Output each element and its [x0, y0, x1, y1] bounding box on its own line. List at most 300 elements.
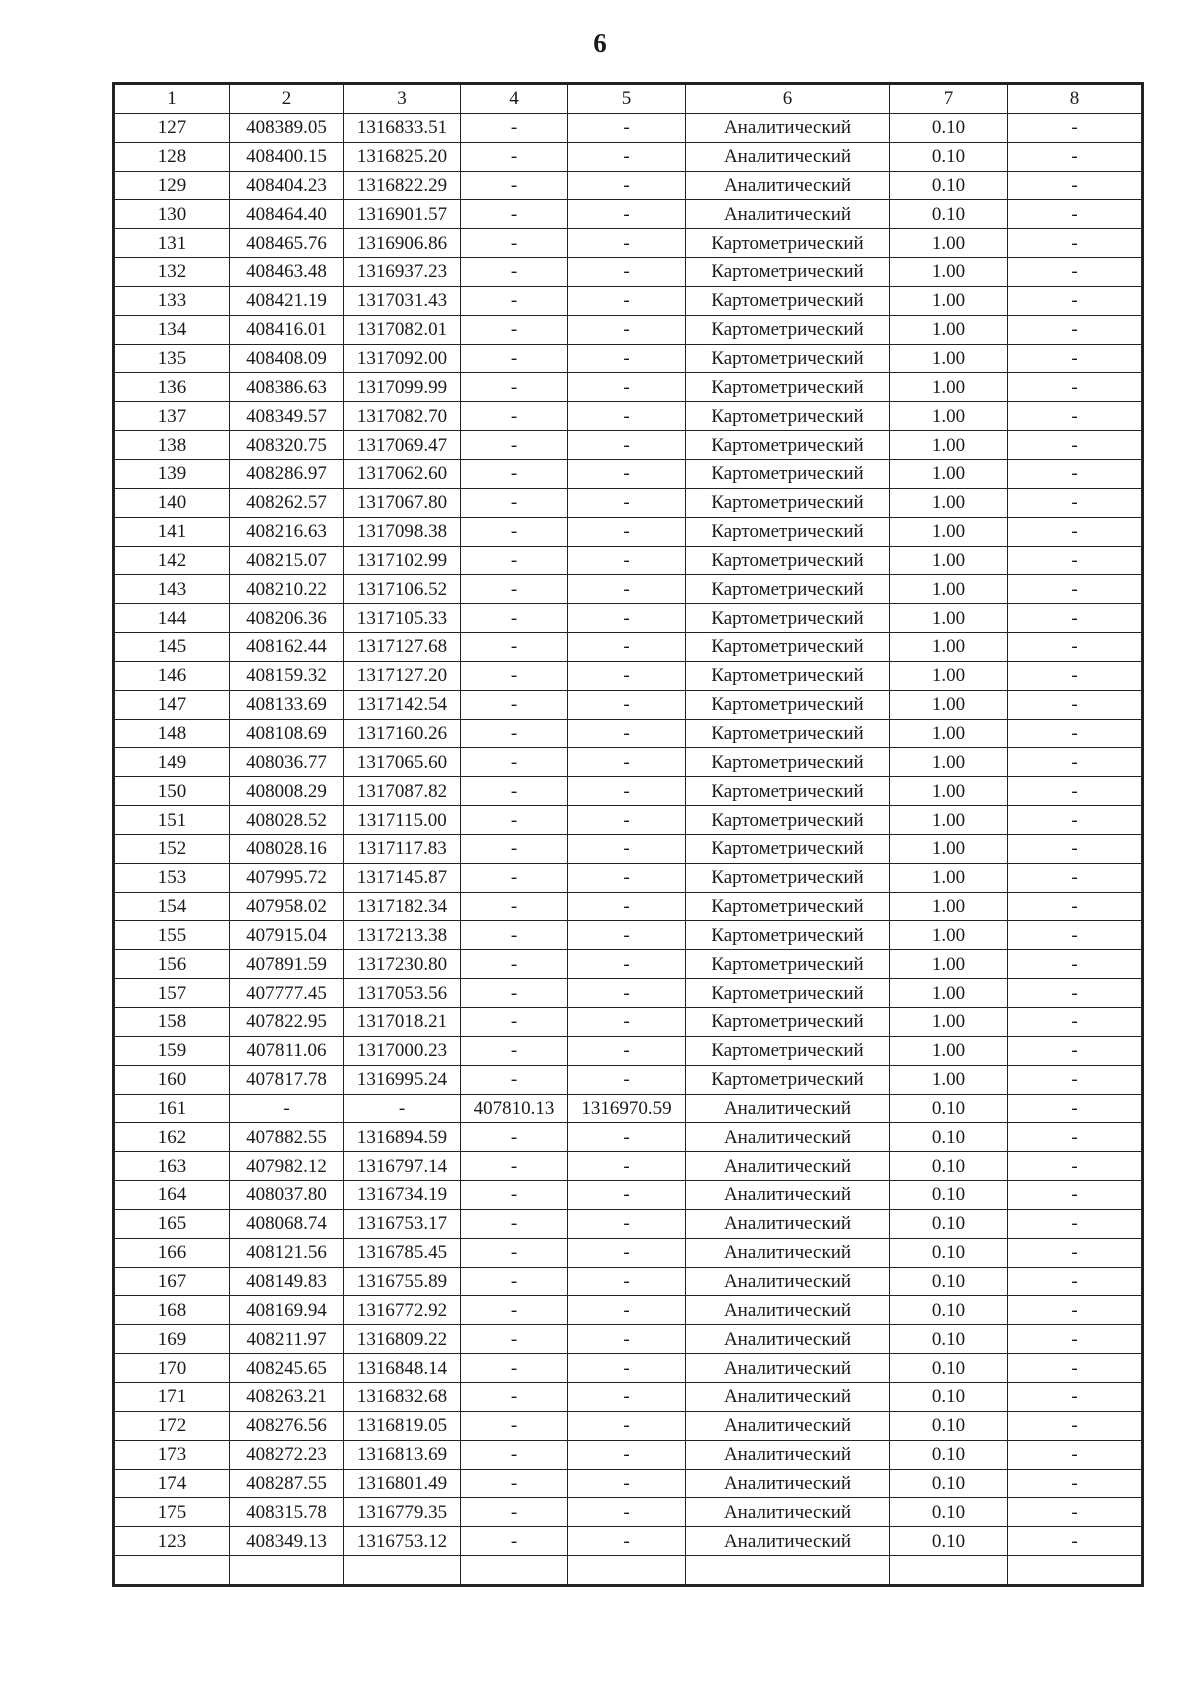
- description-cell: -: [1008, 1527, 1142, 1556]
- description-cell: -: [1008, 1065, 1142, 1094]
- x-coordinate-cell: 407982.12: [230, 1152, 344, 1181]
- accuracy-cell: 1.00: [890, 402, 1008, 431]
- method-cell: Картометрический: [686, 979, 890, 1008]
- method-cell: Аналитический: [686, 1152, 890, 1181]
- point-number-cell: 129: [115, 171, 230, 200]
- new-x-cell: -: [461, 229, 568, 258]
- table-row: [115, 1094, 1142, 1123]
- y-coordinate-cell: 1317099.99: [344, 373, 461, 402]
- x-coordinate-cell: 408400.15: [230, 142, 344, 171]
- x-coordinate-cell: 407995.72: [230, 863, 344, 892]
- y-coordinate-cell: 1317117.83: [344, 834, 461, 863]
- table-row: [115, 1065, 1142, 1094]
- new-x-cell: -: [461, 1065, 568, 1094]
- accuracy-cell: 1.00: [890, 488, 1008, 517]
- accuracy-cell: 1.00: [890, 892, 1008, 921]
- y-coordinate-cell: 1317106.52: [344, 575, 461, 604]
- point-number-cell: 159: [115, 1036, 230, 1065]
- description-cell: -: [1008, 1123, 1142, 1152]
- x-coordinate-cell: 408263.21: [230, 1382, 344, 1411]
- y-coordinate-cell: 1317069.47: [344, 431, 461, 460]
- description-cell: -: [1008, 1411, 1142, 1440]
- method-cell: Картометрический: [686, 748, 890, 777]
- column-header: 3: [344, 85, 461, 114]
- description-cell: -: [1008, 1238, 1142, 1267]
- accuracy-cell: 1.00: [890, 633, 1008, 662]
- point-number-cell: 143: [115, 575, 230, 604]
- new-y-cell: -: [568, 1411, 686, 1440]
- point-number-cell: 164: [115, 1181, 230, 1210]
- accuracy-cell: 1.00: [890, 1065, 1008, 1094]
- point-number-cell: 123: [115, 1527, 230, 1556]
- x-coordinate-cell: 408068.74: [230, 1209, 344, 1238]
- column-header: 8: [1008, 85, 1142, 114]
- new-y-cell: -: [568, 1152, 686, 1181]
- new-x-cell: -: [461, 1382, 568, 1411]
- table-row: [115, 1267, 1142, 1296]
- new-x-cell: -: [461, 402, 568, 431]
- description-cell: -: [1008, 1094, 1142, 1123]
- new-x-cell: -: [461, 748, 568, 777]
- x-coordinate-cell: 408162.44: [230, 633, 344, 662]
- point-number-cell: 168: [115, 1296, 230, 1325]
- x-coordinate-cell: 407915.04: [230, 921, 344, 950]
- point-number-cell: 137: [115, 402, 230, 431]
- table-row: [115, 1354, 1142, 1383]
- x-coordinate-cell: 408037.80: [230, 1181, 344, 1210]
- description-cell: -: [1008, 229, 1142, 258]
- table-row: [115, 950, 1142, 979]
- method-cell: Аналитический: [686, 1498, 890, 1527]
- x-coordinate-cell: 408386.63: [230, 373, 344, 402]
- table-row: [115, 373, 1142, 402]
- description-cell: -: [1008, 200, 1142, 229]
- new-y-cell: -: [568, 1209, 686, 1238]
- new-x-cell: -: [461, 1469, 568, 1498]
- point-number-cell: 152: [115, 834, 230, 863]
- x-coordinate-cell: 408245.65: [230, 1354, 344, 1383]
- description-cell: -: [1008, 402, 1142, 431]
- new-y-cell: -: [568, 517, 686, 546]
- point-number-cell: 148: [115, 719, 230, 748]
- description-cell: -: [1008, 488, 1142, 517]
- new-x-cell: -: [461, 921, 568, 950]
- new-y-cell: -: [568, 748, 686, 777]
- table-row: [115, 1325, 1142, 1354]
- x-coordinate-cell: 408008.29: [230, 777, 344, 806]
- y-coordinate-cell: 1317000.23: [344, 1036, 461, 1065]
- method-cell: Аналитический: [686, 1094, 890, 1123]
- point-number-cell: 171: [115, 1382, 230, 1411]
- x-coordinate-cell: 408210.22: [230, 575, 344, 604]
- new-y-cell: -: [568, 921, 686, 950]
- accuracy-cell: 1.00: [890, 517, 1008, 546]
- method-cell: Картометрический: [686, 719, 890, 748]
- y-coordinate-cell: 1317127.68: [344, 633, 461, 662]
- table-row: [115, 806, 1142, 835]
- description-cell: -: [1008, 575, 1142, 604]
- new-y-cell: -: [568, 604, 686, 633]
- y-coordinate-cell: -: [344, 1094, 461, 1123]
- new-y-cell: -: [568, 431, 686, 460]
- method-cell: Картометрический: [686, 1036, 890, 1065]
- accuracy-cell: 0.10: [890, 1209, 1008, 1238]
- point-number-cell: 150: [115, 777, 230, 806]
- new-y-cell: -: [568, 1123, 686, 1152]
- x-coordinate-cell: 408389.05: [230, 113, 344, 142]
- x-coordinate-cell: 407777.45: [230, 979, 344, 1008]
- description-cell: -: [1008, 1008, 1142, 1037]
- point-number-cell: 141: [115, 517, 230, 546]
- x-coordinate-cell: 408465.76: [230, 229, 344, 258]
- method-cell: Картометрический: [686, 488, 890, 517]
- new-x-cell: -: [461, 373, 568, 402]
- new-y-cell: -: [568, 1440, 686, 1469]
- x-coordinate-cell: 407891.59: [230, 950, 344, 979]
- point-number-cell: 167: [115, 1267, 230, 1296]
- table-row: [115, 575, 1142, 604]
- y-coordinate-cell: 1316772.92: [344, 1296, 461, 1325]
- accuracy-cell: 0.10: [890, 1181, 1008, 1210]
- y-coordinate-cell: 1317053.56: [344, 979, 461, 1008]
- accuracy-cell: 0.10: [890, 1123, 1008, 1152]
- new-y-cell: 1316970.59: [568, 1094, 686, 1123]
- y-coordinate-cell: 1316894.59: [344, 1123, 461, 1152]
- y-coordinate-cell: 1317062.60: [344, 459, 461, 488]
- method-cell: Картометрический: [686, 517, 890, 546]
- method-cell: Картометрический: [686, 661, 890, 690]
- table-row: [115, 113, 1142, 142]
- point-number-cell: 155: [115, 921, 230, 950]
- y-coordinate-cell: 1316819.05: [344, 1411, 461, 1440]
- description-cell: -: [1008, 546, 1142, 575]
- x-coordinate-cell: 408276.56: [230, 1411, 344, 1440]
- table-row: [115, 1411, 1142, 1440]
- accuracy-cell: 1.00: [890, 258, 1008, 287]
- x-coordinate-cell: 408416.01: [230, 315, 344, 344]
- table-row: [115, 1209, 1142, 1238]
- accuracy-cell: 1.00: [890, 604, 1008, 633]
- x-coordinate-cell: 407811.06: [230, 1036, 344, 1065]
- x-coordinate-cell: 408211.97: [230, 1325, 344, 1354]
- x-coordinate-cell: 408408.09: [230, 344, 344, 373]
- new-y-cell: -: [568, 1498, 686, 1527]
- table-row: [115, 1238, 1142, 1267]
- accuracy-cell: 0.10: [890, 1325, 1008, 1354]
- description-cell: -: [1008, 1440, 1142, 1469]
- accuracy-cell: 1.00: [890, 661, 1008, 690]
- accuracy-cell: 0.10: [890, 1354, 1008, 1383]
- new-y-cell: -: [568, 113, 686, 142]
- table-row: [115, 315, 1142, 344]
- point-number-cell: 138: [115, 431, 230, 460]
- column-header: 6: [686, 85, 890, 114]
- method-cell: Картометрический: [686, 286, 890, 315]
- point-number-cell: 163: [115, 1152, 230, 1181]
- method-cell: Картометрический: [686, 777, 890, 806]
- accuracy-cell: 0.10: [890, 142, 1008, 171]
- x-coordinate-cell: 408320.75: [230, 431, 344, 460]
- point-number-cell: 172: [115, 1411, 230, 1440]
- new-y-cell: -: [568, 546, 686, 575]
- method-cell: Картометрический: [686, 921, 890, 950]
- method-cell: Картометрический: [686, 633, 890, 662]
- column-header: 1: [115, 85, 230, 114]
- new-x-cell: -: [461, 806, 568, 835]
- accuracy-cell: 1.00: [890, 315, 1008, 344]
- point-number-cell: 131: [115, 229, 230, 258]
- point-number-cell: 158: [115, 1008, 230, 1037]
- new-x-cell: -: [461, 834, 568, 863]
- description-cell: -: [1008, 719, 1142, 748]
- x-coordinate-cell: -: [230, 1094, 344, 1123]
- table-row: [115, 488, 1142, 517]
- table-row: [115, 1469, 1142, 1498]
- x-coordinate-cell: 408206.36: [230, 604, 344, 633]
- table-row: [115, 834, 1142, 863]
- new-y-cell: -: [568, 402, 686, 431]
- table-row: [115, 921, 1142, 950]
- table-row: [115, 431, 1142, 460]
- method-cell: Картометрический: [686, 1008, 890, 1037]
- empty-cell: [890, 1556, 1008, 1585]
- method-cell: Картометрический: [686, 229, 890, 258]
- new-y-cell: -: [568, 1469, 686, 1498]
- y-coordinate-cell: 1316937.23: [344, 258, 461, 287]
- x-coordinate-cell: 408159.32: [230, 661, 344, 690]
- method-cell: Картометрический: [686, 806, 890, 835]
- table-row: [115, 258, 1142, 287]
- point-number-cell: 128: [115, 142, 230, 171]
- method-cell: Картометрический: [686, 315, 890, 344]
- description-cell: -: [1008, 517, 1142, 546]
- empty-cell: [115, 1556, 230, 1585]
- method-cell: Аналитический: [686, 1238, 890, 1267]
- new-y-cell: -: [568, 488, 686, 517]
- table-row: [115, 863, 1142, 892]
- y-coordinate-cell: 1316753.17: [344, 1209, 461, 1238]
- new-x-cell: -: [461, 1325, 568, 1354]
- table-row: [115, 459, 1142, 488]
- description-cell: -: [1008, 1152, 1142, 1181]
- y-coordinate-cell: 1316813.69: [344, 1440, 461, 1469]
- y-coordinate-cell: 1316755.89: [344, 1267, 461, 1296]
- description-cell: -: [1008, 633, 1142, 662]
- new-x-cell: -: [461, 431, 568, 460]
- method-cell: Картометрический: [686, 546, 890, 575]
- new-y-cell: -: [568, 315, 686, 344]
- accuracy-cell: 1.00: [890, 979, 1008, 1008]
- table-row: [115, 1152, 1142, 1181]
- method-cell: Аналитический: [686, 1440, 890, 1469]
- table-row: [115, 142, 1142, 171]
- y-coordinate-cell: 1317145.87: [344, 863, 461, 892]
- new-y-cell: -: [568, 1354, 686, 1383]
- y-coordinate-cell: 1316995.24: [344, 1065, 461, 1094]
- column-header: 4: [461, 85, 568, 114]
- table-row: [115, 286, 1142, 315]
- y-coordinate-cell: 1317065.60: [344, 748, 461, 777]
- x-coordinate-cell: 408036.77: [230, 748, 344, 777]
- method-cell: Картометрический: [686, 604, 890, 633]
- accuracy-cell: 1.00: [890, 806, 1008, 835]
- new-y-cell: -: [568, 1238, 686, 1267]
- point-number-cell: 144: [115, 604, 230, 633]
- description-cell: -: [1008, 806, 1142, 835]
- y-coordinate-cell: 1316833.51: [344, 113, 461, 142]
- x-coordinate-cell: 408169.94: [230, 1296, 344, 1325]
- new-y-cell: -: [568, 834, 686, 863]
- y-coordinate-cell: 1316906.86: [344, 229, 461, 258]
- new-x-cell: -: [461, 1238, 568, 1267]
- method-cell: Аналитический: [686, 113, 890, 142]
- new-x-cell: -: [461, 1152, 568, 1181]
- description-cell: -: [1008, 1036, 1142, 1065]
- new-x-cell: -: [461, 315, 568, 344]
- new-x-cell: -: [461, 950, 568, 979]
- description-cell: -: [1008, 1498, 1142, 1527]
- table-row: [115, 229, 1142, 258]
- y-coordinate-cell: 1316779.35: [344, 1498, 461, 1527]
- new-y-cell: -: [568, 1181, 686, 1210]
- accuracy-cell: 0.10: [890, 171, 1008, 200]
- y-coordinate-cell: 1316901.57: [344, 200, 461, 229]
- description-cell: -: [1008, 777, 1142, 806]
- accuracy-cell: 0.10: [890, 1094, 1008, 1123]
- new-y-cell: -: [568, 286, 686, 315]
- new-y-cell: -: [568, 344, 686, 373]
- accuracy-cell: 0.10: [890, 1296, 1008, 1325]
- description-cell: -: [1008, 344, 1142, 373]
- point-number-cell: 142: [115, 546, 230, 575]
- y-coordinate-cell: 1317127.20: [344, 661, 461, 690]
- y-coordinate-cell: 1317082.70: [344, 402, 461, 431]
- point-number-cell: 130: [115, 200, 230, 229]
- method-cell: Аналитический: [686, 1123, 890, 1152]
- method-cell: Аналитический: [686, 171, 890, 200]
- method-cell: Картометрический: [686, 258, 890, 287]
- description-cell: -: [1008, 1181, 1142, 1210]
- point-number-cell: 153: [115, 863, 230, 892]
- x-coordinate-cell: 408108.69: [230, 719, 344, 748]
- x-coordinate-cell: 408149.83: [230, 1267, 344, 1296]
- x-coordinate-cell: 407817.78: [230, 1065, 344, 1094]
- new-y-cell: -: [568, 459, 686, 488]
- y-coordinate-cell: 1316785.45: [344, 1238, 461, 1267]
- table-row: [115, 1181, 1142, 1210]
- x-coordinate-cell: 408215.07: [230, 546, 344, 575]
- accuracy-cell: 1.00: [890, 286, 1008, 315]
- point-number-cell: 156: [115, 950, 230, 979]
- new-y-cell: -: [568, 575, 686, 604]
- method-cell: Аналитический: [686, 1325, 890, 1354]
- accuracy-cell: 0.10: [890, 1469, 1008, 1498]
- new-x-cell: -: [461, 113, 568, 142]
- y-coordinate-cell: 1316797.14: [344, 1152, 461, 1181]
- y-coordinate-cell: 1316809.22: [344, 1325, 461, 1354]
- description-cell: -: [1008, 892, 1142, 921]
- x-coordinate-cell: 408133.69: [230, 690, 344, 719]
- description-cell: -: [1008, 459, 1142, 488]
- new-x-cell: -: [461, 719, 568, 748]
- new-x-cell: -: [461, 1296, 568, 1325]
- new-x-cell: -: [461, 1008, 568, 1037]
- new-x-cell: -: [461, 604, 568, 633]
- empty-cell: [686, 1556, 890, 1585]
- accuracy-cell: 0.10: [890, 1527, 1008, 1556]
- accuracy-cell: 0.10: [890, 1411, 1008, 1440]
- method-cell: Картометрический: [686, 402, 890, 431]
- point-number-cell: 169: [115, 1325, 230, 1354]
- method-cell: Картометрический: [686, 459, 890, 488]
- new-x-cell: -: [461, 690, 568, 719]
- new-x-cell: 407810.13: [461, 1094, 568, 1123]
- point-number-cell: 174: [115, 1469, 230, 1498]
- x-coordinate-cell: 408421.19: [230, 286, 344, 315]
- point-number-cell: 134: [115, 315, 230, 344]
- x-coordinate-cell: 407958.02: [230, 892, 344, 921]
- description-cell: -: [1008, 834, 1142, 863]
- new-x-cell: -: [461, 979, 568, 1008]
- description-cell: -: [1008, 661, 1142, 690]
- coordinates-table: [114, 84, 1142, 1585]
- empty-cell: [230, 1556, 344, 1585]
- method-cell: Картометрический: [686, 1065, 890, 1094]
- x-coordinate-cell: 408272.23: [230, 1440, 344, 1469]
- point-number-cell: 166: [115, 1238, 230, 1267]
- accuracy-cell: 1.00: [890, 459, 1008, 488]
- accuracy-cell: 0.10: [890, 1440, 1008, 1469]
- y-coordinate-cell: 1316825.20: [344, 142, 461, 171]
- y-coordinate-cell: 1317182.34: [344, 892, 461, 921]
- y-coordinate-cell: 1317230.80: [344, 950, 461, 979]
- new-y-cell: -: [568, 1382, 686, 1411]
- point-number-cell: 146: [115, 661, 230, 690]
- accuracy-cell: 1.00: [890, 690, 1008, 719]
- table-row: [115, 1036, 1142, 1065]
- description-cell: -: [1008, 1469, 1142, 1498]
- y-coordinate-cell: 1317092.00: [344, 344, 461, 373]
- column-header: 2: [230, 85, 344, 114]
- new-y-cell: -: [568, 950, 686, 979]
- new-x-cell: -: [461, 1498, 568, 1527]
- table-row: [115, 1296, 1142, 1325]
- y-coordinate-cell: 1317142.54: [344, 690, 461, 719]
- accuracy-cell: 0.10: [890, 1498, 1008, 1527]
- accuracy-cell: 1.00: [890, 575, 1008, 604]
- table-row: [115, 661, 1142, 690]
- point-number-cell: 162: [115, 1123, 230, 1152]
- new-x-cell: -: [461, 200, 568, 229]
- y-coordinate-cell: 1316734.19: [344, 1181, 461, 1210]
- y-coordinate-cell: 1317105.33: [344, 604, 461, 633]
- method-cell: Картометрический: [686, 950, 890, 979]
- description-cell: -: [1008, 690, 1142, 719]
- new-y-cell: -: [568, 719, 686, 748]
- point-number-cell: 151: [115, 806, 230, 835]
- point-number-cell: 175: [115, 1498, 230, 1527]
- x-coordinate-cell: 408404.23: [230, 171, 344, 200]
- description-cell: -: [1008, 1267, 1142, 1296]
- accuracy-cell: 1.00: [890, 950, 1008, 979]
- new-x-cell: -: [461, 142, 568, 171]
- x-coordinate-cell: 408464.40: [230, 200, 344, 229]
- y-coordinate-cell: 1316848.14: [344, 1354, 461, 1383]
- method-cell: Аналитический: [686, 1527, 890, 1556]
- table-row: [115, 1527, 1142, 1556]
- accuracy-cell: 1.00: [890, 1008, 1008, 1037]
- new-y-cell: -: [568, 806, 686, 835]
